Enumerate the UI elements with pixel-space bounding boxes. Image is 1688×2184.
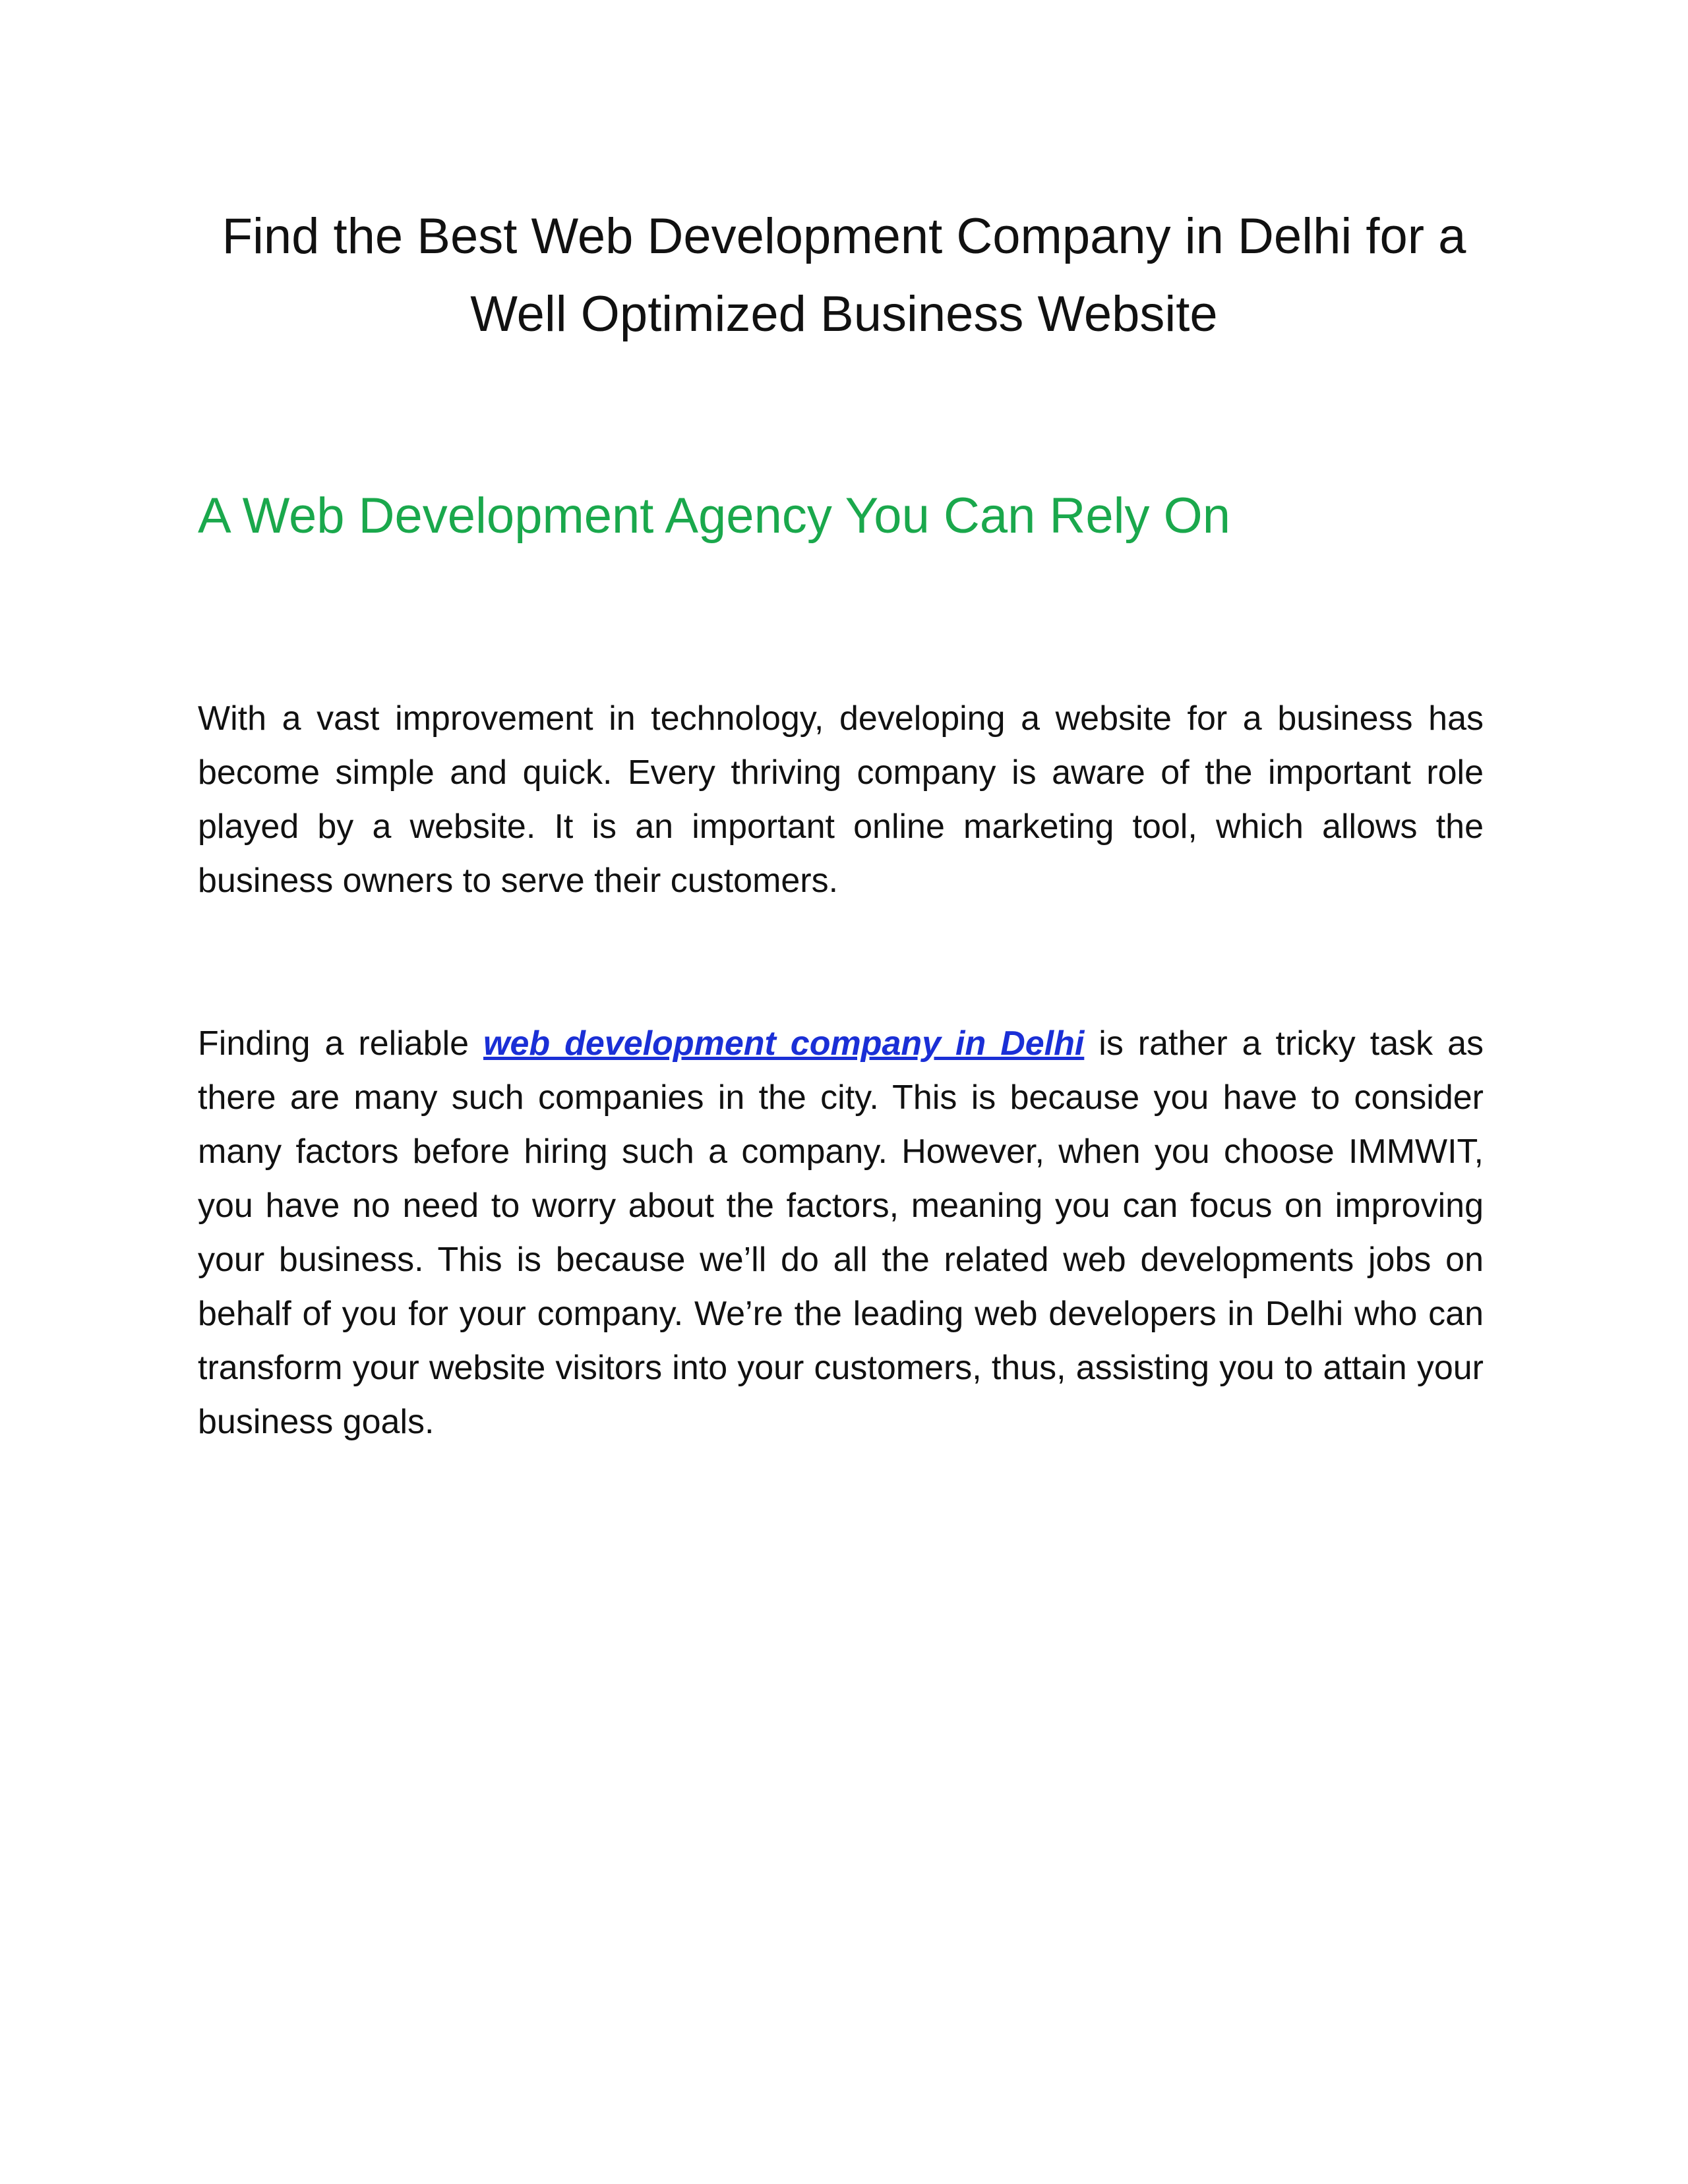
intro-paragraph: With a vast improvement in technology, developing a website for a business has become simple and quick. Every thriving company is aware of the important role played by a website. It is an important online marketing tool, which allows the business owners to serve their customers. bbox=[198, 699, 1484, 900]
page-title: Find the Best Web Development Company in Delhi for a Well Optimized Business Website bbox=[222, 208, 1466, 342]
body-paragraph bbox=[198, 1017, 1484, 1449]
paragraph-text-after-link: is rather a tricky task as there are many such companies in the city. This is because you have to consider many factors before hiring such a company. However, when you choose IMMWIT, you have no need to worry about the factors, meaning you can focus on improving your business. This is because we’ll do all the related web developments jobs on behalf of you for your company. We’re the leading web developers in Delhi who can transform your website visitors into your customers, thus, assisting you to attain your business goals. bbox=[198, 1024, 1484, 1441]
paragraph-text-before-link: Finding a reliable bbox=[198, 1024, 483, 1063]
section-heading: A Web Development Agency You Can Rely On bbox=[198, 488, 1231, 544]
web-development-company-link[interactable]: web development company in Delhi bbox=[483, 1024, 1085, 1063]
